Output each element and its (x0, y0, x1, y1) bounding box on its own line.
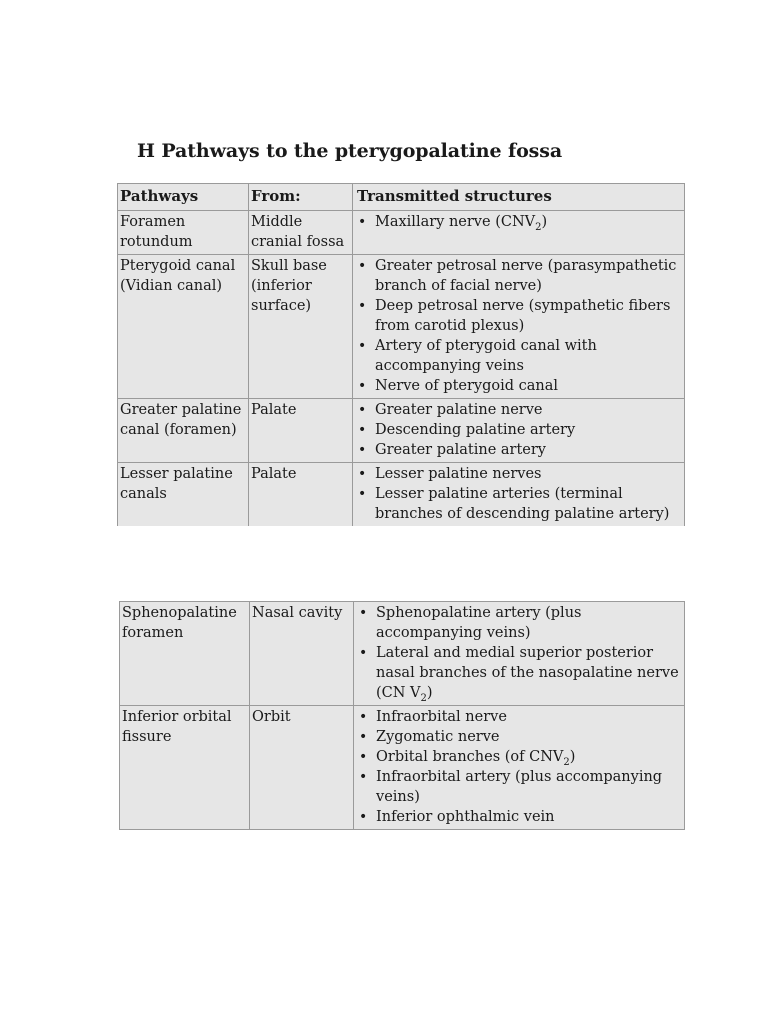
structures-list (357, 256, 682, 396)
pathway-cell: Lesser palatine canals (118, 463, 249, 527)
structure-item (358, 767, 682, 807)
pathways-table-part-2 (119, 601, 685, 830)
subscript: 2 (535, 221, 542, 233)
header-from: From: (249, 184, 353, 211)
structure-text: Nerve of pterygoid canal (375, 378, 559, 394)
subscript: 2 (563, 756, 570, 768)
header-transmitted-structures: Transmitted structures (353, 184, 685, 211)
structure-item (358, 643, 682, 703)
structure-text: Infraorbital nerve (376, 709, 507, 725)
structure-item (357, 336, 682, 376)
structure-text: Maxillary nerve (CNV (375, 214, 536, 230)
pathways-table-part-1 (117, 183, 685, 526)
table-row (120, 706, 685, 830)
structure-text: Zygomatic nerve (376, 729, 500, 745)
structures-list (358, 603, 682, 703)
structures-list (357, 212, 682, 232)
structure-item (357, 212, 682, 232)
structures-cell (354, 706, 685, 830)
table-row (118, 463, 685, 527)
table-row (120, 602, 685, 706)
structure-text: Inferior ophthalmic vein (376, 809, 555, 825)
structure-text: Lesser palatine nerves (375, 466, 542, 482)
structure-text: Lesser palatine arteries (terminal branches of descending palatine artery) (375, 486, 670, 522)
subscript: 2 (420, 692, 427, 704)
from-cell: Middle cranial fossa (249, 211, 353, 255)
structures-cell (353, 463, 685, 527)
structures-cell (353, 399, 685, 463)
table-row (118, 211, 685, 255)
from-cell: Skull base (inferior surface) (249, 255, 353, 399)
structure-text: Greater petrosal nerve (parasympathetic branch of facial nerve) (375, 258, 677, 294)
structure-text: Descending palatine artery (375, 422, 576, 438)
structures-list (357, 464, 682, 524)
structure-text: Infraorbital artery (plus accompanying veins) (376, 769, 663, 805)
structure-item (357, 400, 682, 420)
from-cell: Palate (249, 399, 353, 463)
pathway-cell: Sphenopalatine foramen (120, 602, 250, 706)
structure-item (358, 707, 682, 727)
structure-text: Greater palatine artery (375, 442, 546, 458)
pathway-cell: Foramen rotundum (118, 211, 249, 255)
structures-cell (353, 255, 685, 399)
header-pathways: Pathways (118, 184, 249, 211)
structure-item (357, 464, 682, 484)
structure-item (358, 747, 682, 767)
from-cell: Orbit (250, 706, 354, 830)
structure-text: Artery of pterygoid canal with accompanying veins (375, 338, 597, 374)
from-cell: Palate (249, 463, 353, 527)
structures-list (358, 707, 682, 827)
structure-text: ) (426, 685, 433, 701)
from-cell: Nasal cavity (250, 602, 354, 706)
structure-item (357, 296, 682, 336)
structure-item (358, 807, 682, 827)
structures-cell (353, 211, 685, 255)
structure-item (357, 484, 682, 524)
structure-text: Lateral and medial superior posterior nasal branches of the nasopalatine nerve (CN V (376, 645, 679, 701)
structure-text: Sphenopalatine artery (plus accompanying veins) (376, 605, 582, 641)
structure-item (357, 420, 682, 440)
structure-item (357, 376, 682, 396)
table-row (118, 255, 685, 399)
pathway-cell: Greater palatine canal (foramen) (118, 399, 249, 463)
structures-list (357, 400, 682, 460)
structure-text: Greater palatine nerve (375, 402, 543, 418)
structures-cell (354, 602, 685, 706)
structure-text: Orbital branches (of CNV (376, 749, 564, 765)
structure-text: ) (569, 749, 576, 765)
structure-text: ) (541, 214, 548, 230)
table-header-row (118, 184, 685, 211)
pathway-cell: Inferior orbital fissure (120, 706, 250, 830)
table-row (118, 399, 685, 463)
structure-text: Deep petrosal nerve (sympathetic fibers from carotid plexus) (375, 298, 671, 334)
structure-item (357, 256, 682, 296)
structure-item (357, 440, 682, 460)
structure-item (358, 603, 682, 643)
pathway-cell: Pterygoid canal (Vidian canal) (118, 255, 249, 399)
structure-item (358, 727, 682, 747)
page-title: H Pathways to the pterygopalatine fossa (137, 140, 563, 162)
